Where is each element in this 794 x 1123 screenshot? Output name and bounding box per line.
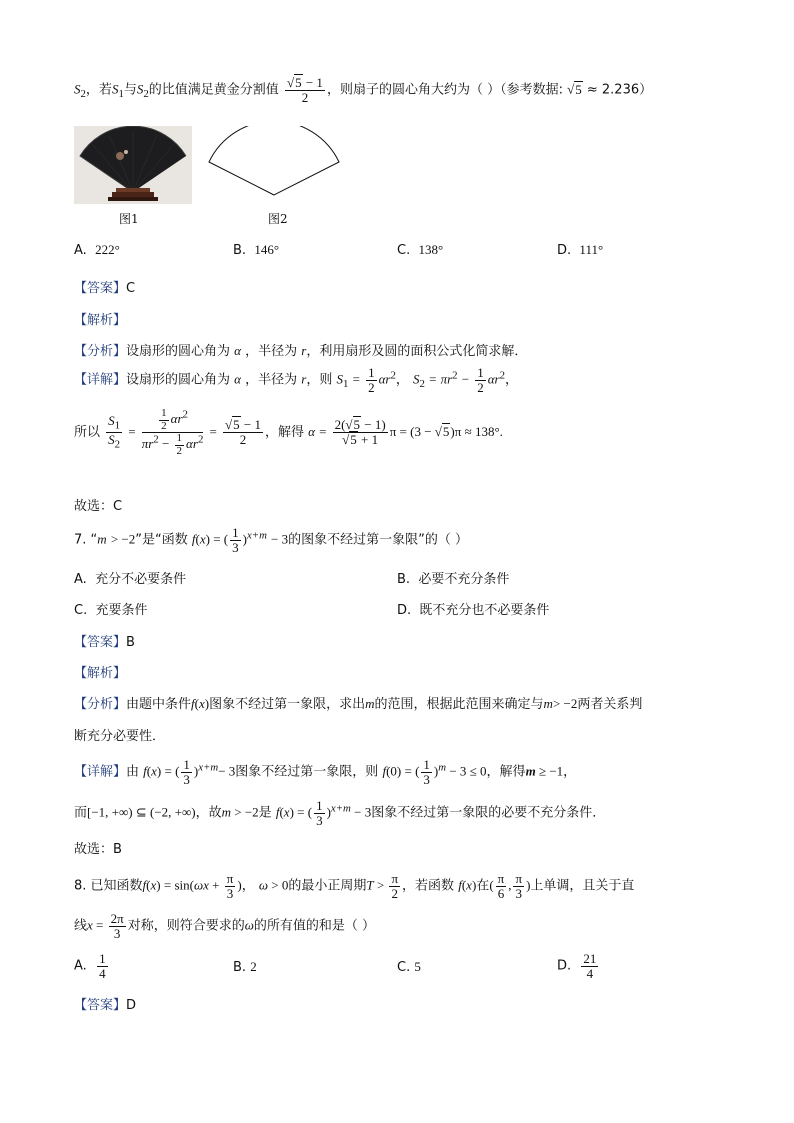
- q6-suoyi: 所以 $\frac{S_1}{S_2}$ = $\frac{1}{2}$ $\alpha r^2$ $\pi r^2$ − $\frac{1}{2}$ $\alpha r^2$ = $\frac{√5 - 1}{2}$ ，解得 α = $\frac{2(√5 - 1)}{√5 + 1}$ π = (3 − √5)π ≈ 138°.: [74, 407, 503, 457]
- fan-photo: [74, 126, 192, 204]
- q8-option-c: C. 5: [397, 959, 421, 975]
- q8-option-d: D. $\frac{21}{4}$: [557, 951, 597, 981]
- q6-option-c: C. 138°: [397, 242, 444, 258]
- q6-option-a: A. 222°: [74, 242, 120, 258]
- q7-option-b: B. 必要不充分条件: [397, 572, 510, 587]
- q7-option-d: D. 既不充分也不必要条件: [397, 603, 550, 618]
- q7-er: 而[−1, +∞) ⊆ (−2, +∞)，故m > −2是 f(x) = ( $\frac{1}{3}$ )$^{x+m}$ − 3图象不经过第一象限的必要不充分条件．: [74, 798, 606, 828]
- q7-option-c: C. 充要条件: [74, 603, 148, 618]
- q7-option-a: A. 充分不必要条件: [74, 572, 187, 587]
- q7-stem: 7. “m > −2”是“函数 f(x) = ( $\frac{1}{3}$ )$^{x+m}$ − 3的图象不经过第一象限”的（ ）: [74, 525, 468, 555]
- q6-xiangjie: 【详解】设扇形的圆心角为 α ，半径为 r，则 $S_1$ = $\frac{1}{2}$ $\alpha r^2$， $S_2 = \pi r^2$ − $\frac{1}{2}$ $\alpha r^2$，: [74, 365, 519, 395]
- q8-stem-1: 8. 已知函数f(x) = sin(ωx + $\frac{\pi}{3}$ )， ω > 0的最小正周期T > $\frac{\pi}{2}$ ，若函数 f(x)在( $\frac{\pi}{6}$ , $\frac{\pi}{3}$ )上单调，且关于直: [74, 871, 635, 901]
- q6-option-d: D. 111°: [557, 242, 604, 258]
- q6-analysis-tag: 【解析】: [74, 313, 127, 328]
- sector-diagram: [205, 126, 345, 198]
- fig2-caption: 图2: [268, 212, 288, 226]
- q7-fenxi-1: 【分析】由题中条件f(x)图象不经过第一象限，求出m的范围，根据此范围来确定与m> −2两者关系判: [74, 696, 643, 712]
- q8-stem-2: 线x = $\frac{2\pi}{3}$ 对称，则符合要求的ω的所有值的和是（ ）: [74, 911, 376, 941]
- q8-answer: 【答案】D: [74, 998, 137, 1013]
- fig1-caption: 图1: [119, 212, 139, 226]
- q7-fenxi-2: 断充分必要性．: [74, 729, 166, 744]
- q7-answer: 【答案】B: [74, 635, 135, 650]
- q6-final: 故选：C: [74, 499, 123, 514]
- q7-analysis-tag: 【解析】: [74, 666, 127, 681]
- q6-answer: 【答案】C: [74, 281, 136, 296]
- q8-option-a: A. $\frac{1}{4}$: [74, 951, 106, 981]
- q6-fenxi: 【分析】设扇形的圆心角为 α ，半径为 r，利用扇形及圆的面积公式化简求解．: [74, 343, 528, 359]
- q8-option-b: B. 2: [233, 959, 257, 975]
- q7-final: 故选：B: [74, 842, 122, 857]
- q6-option-b: B. 146°: [233, 242, 280, 258]
- q6-stem-line: $S_2$，若$S_1$与$S_2$的比值满足黄金分割值 $\frac{√5 - 1}{2}$ ，则扇子的圆心角大约为（ ）（参考数据: √5 ≈ 2.236）: [74, 75, 653, 105]
- q7-xiangjie: 【详解】由 f(x) = ( $\frac{1}{3}$ )$^{x+m}$− 3图象不经过第一象限，则 f(0) = ( $\frac{1}{3}$ )$^m$ − 3 ≤ 0，解得m ≥ −1，: [74, 757, 577, 787]
